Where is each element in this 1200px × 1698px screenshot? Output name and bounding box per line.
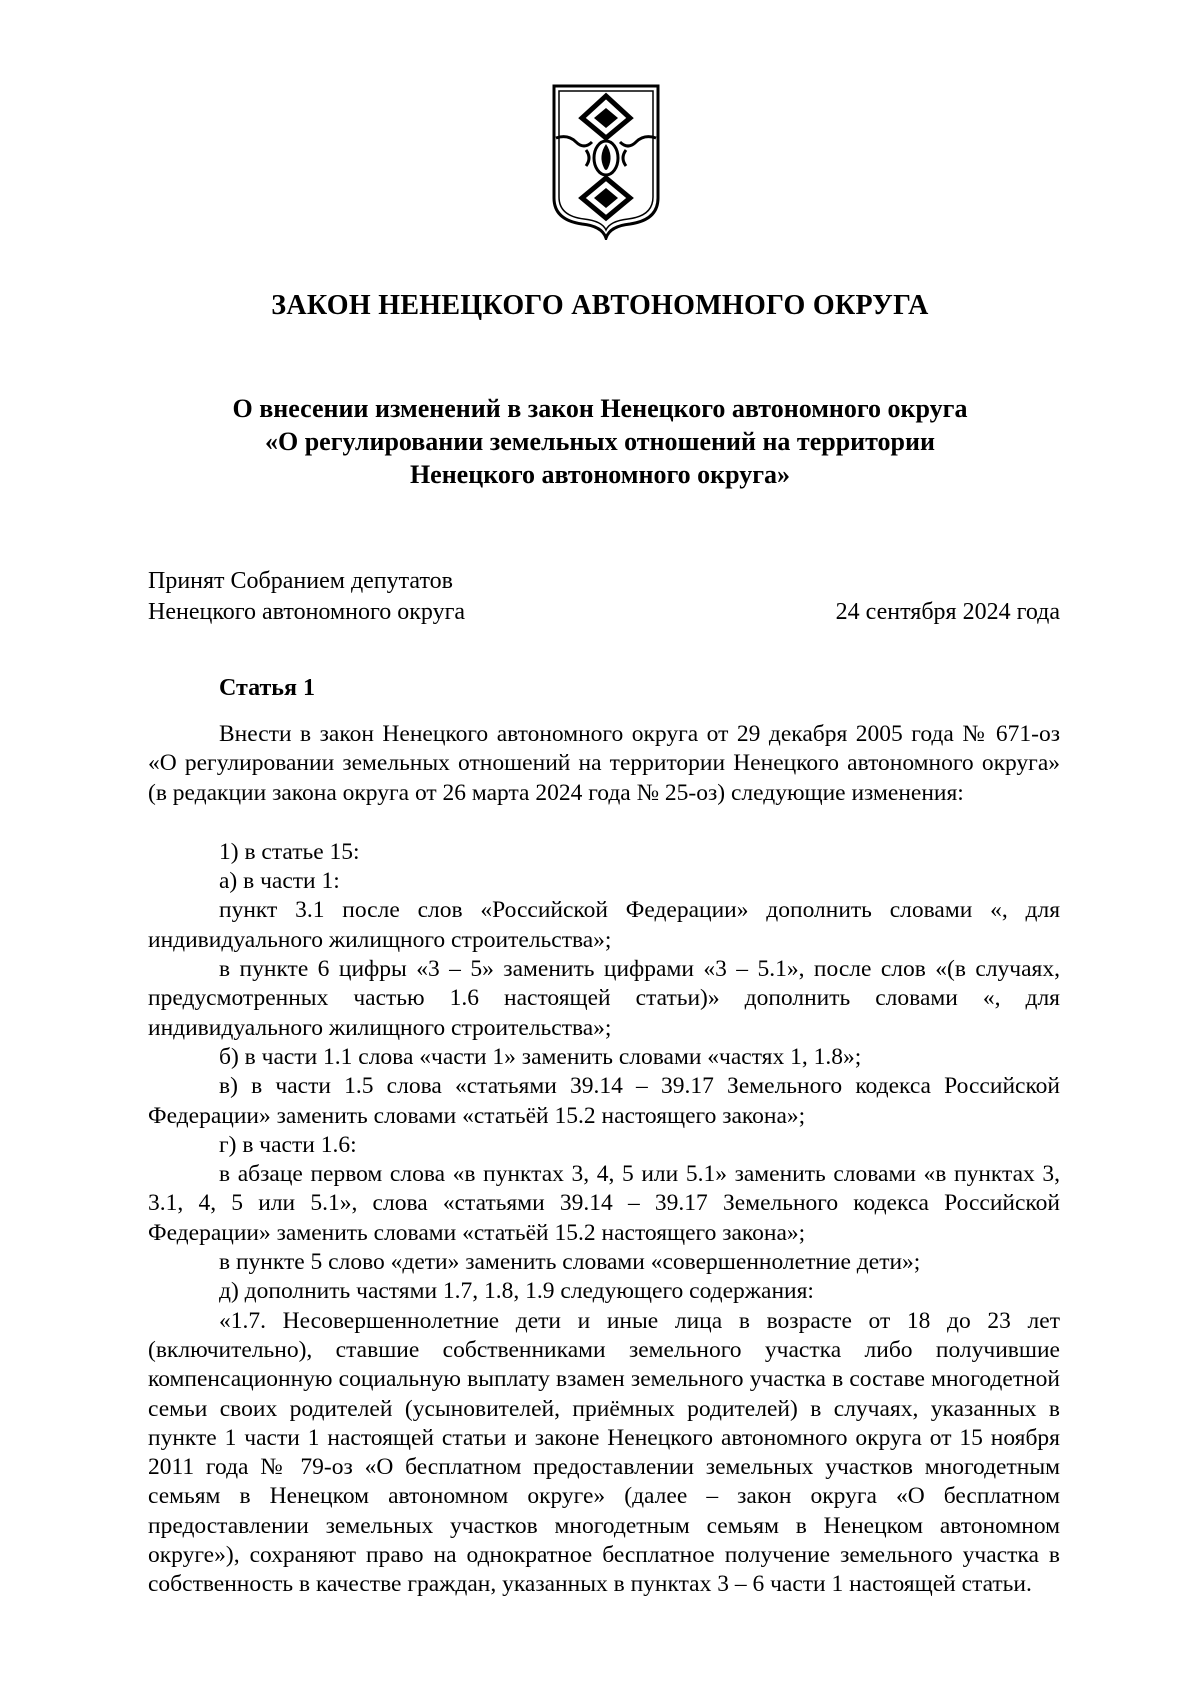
article-item: пункт 3.1 после слов «Российской Федерации» дополнить словами «, для индивидуального жилищного строительства»; [148,897,1060,953]
article-item: б) в части 1.1 слова «части 1» заменить словами «частях 1, 1.8»; [219,1043,862,1070]
article-heading: Статья 1 [219,675,315,701]
article-item: г) в части 1.6: [219,1131,357,1158]
adopted-by [148,566,465,628]
article-item: в абзаце первом слова «в пунктах 3, 4, 5 или 5.1» заменить словами «в пунктах 3, 3.1, 4, 5 или 5.1», слова «статьями 39.14 – 39.17 Земельного кодекса Российской Федерации» заменить словами «статьёй 15.2 настоящего закона»; [148,1161,1060,1246]
article-item: в) в части 1.5 слова «статьями 39.14 – 39.17 Земельного кодекса Российской Федерации» заменить словами «статьёй 15.2 настоящего закона»; [148,1073,1060,1129]
coat-of-arms-icon [546,80,666,240]
article-item: в пункте 6 цифры «3 – 5» заменить цифрами «3 – 5.1», после слов «(в случаях, предусмотренных частью 1.6 настоящей статьи)» дополнить словами «, для индивидуального жилищного строительства»; [148,956,1060,1041]
subtitle-line: О внесении изменений в закон Ненецкого автономного округа [232,394,968,423]
subtitle-line: Ненецкого автономного округа» [409,460,791,489]
article-item: «1.7. Несовершеннолетние дети и иные лица в возрасте от 18 до 23 лет (включительно), ставшие собственниками земельного участка либо получившие компенсационную социальную выплату взамен земельного участка в составе многодетной семьи своих родителей (усыновителей, приёмных родителей) в случаях, указанных в пункте 1 части 1 настоящей статьи и законе Ненецкого автономного округа от 15 ноября 2011 года № 79-оз «О бесплатном предоставлении земельных участков многодетным семьям в Ненецком автономном округе» (далее – закон округа «О бесплатном предоставлении земельных участков многодетным семьям в Ненецком автономном округе»), сохраняют право на однократное бесплатное получение земельного участка в собственность в качестве граждан, указанных в пунктах 3 – 6 части 1 настоящей статьи. [148,1307,1060,1598]
article-intro-paragraph: Внести в закон Ненецкого автономного округа от 29 декабря 2005 года № 671-оз «О регулировании земельных отношений на территории Ненецкого автономного округа» (в редакции закона округа от 26 марта 2024 года № 25-оз) следующие изменения: [148,721,1060,806]
article-body [148,720,1060,1600]
adopted-line: Принят Собранием депутатов [148,568,453,594]
adoption-date: 24 сентября 2024 года [835,599,1060,625]
article-item: в пункте 5 слово «дети» заменить словами «совершеннолетние дети»; [219,1249,921,1276]
article-item: д) дополнить частями 1.7, 1.8, 1.9 следующего содержания: [219,1278,814,1305]
document-title: ЗАКОН НЕНЕЦКОГО АВТОНОМНОГО ОКРУГА [271,290,929,321]
document-subtitle [0,392,1200,491]
subtitle-line: «О регулировании земельных отношений на территории [265,427,935,456]
article-item: а) в части 1: [219,868,340,895]
article-item: 1) в статье 15: [219,838,360,865]
adopted-line: Ненецкого автономного округа [148,599,466,625]
